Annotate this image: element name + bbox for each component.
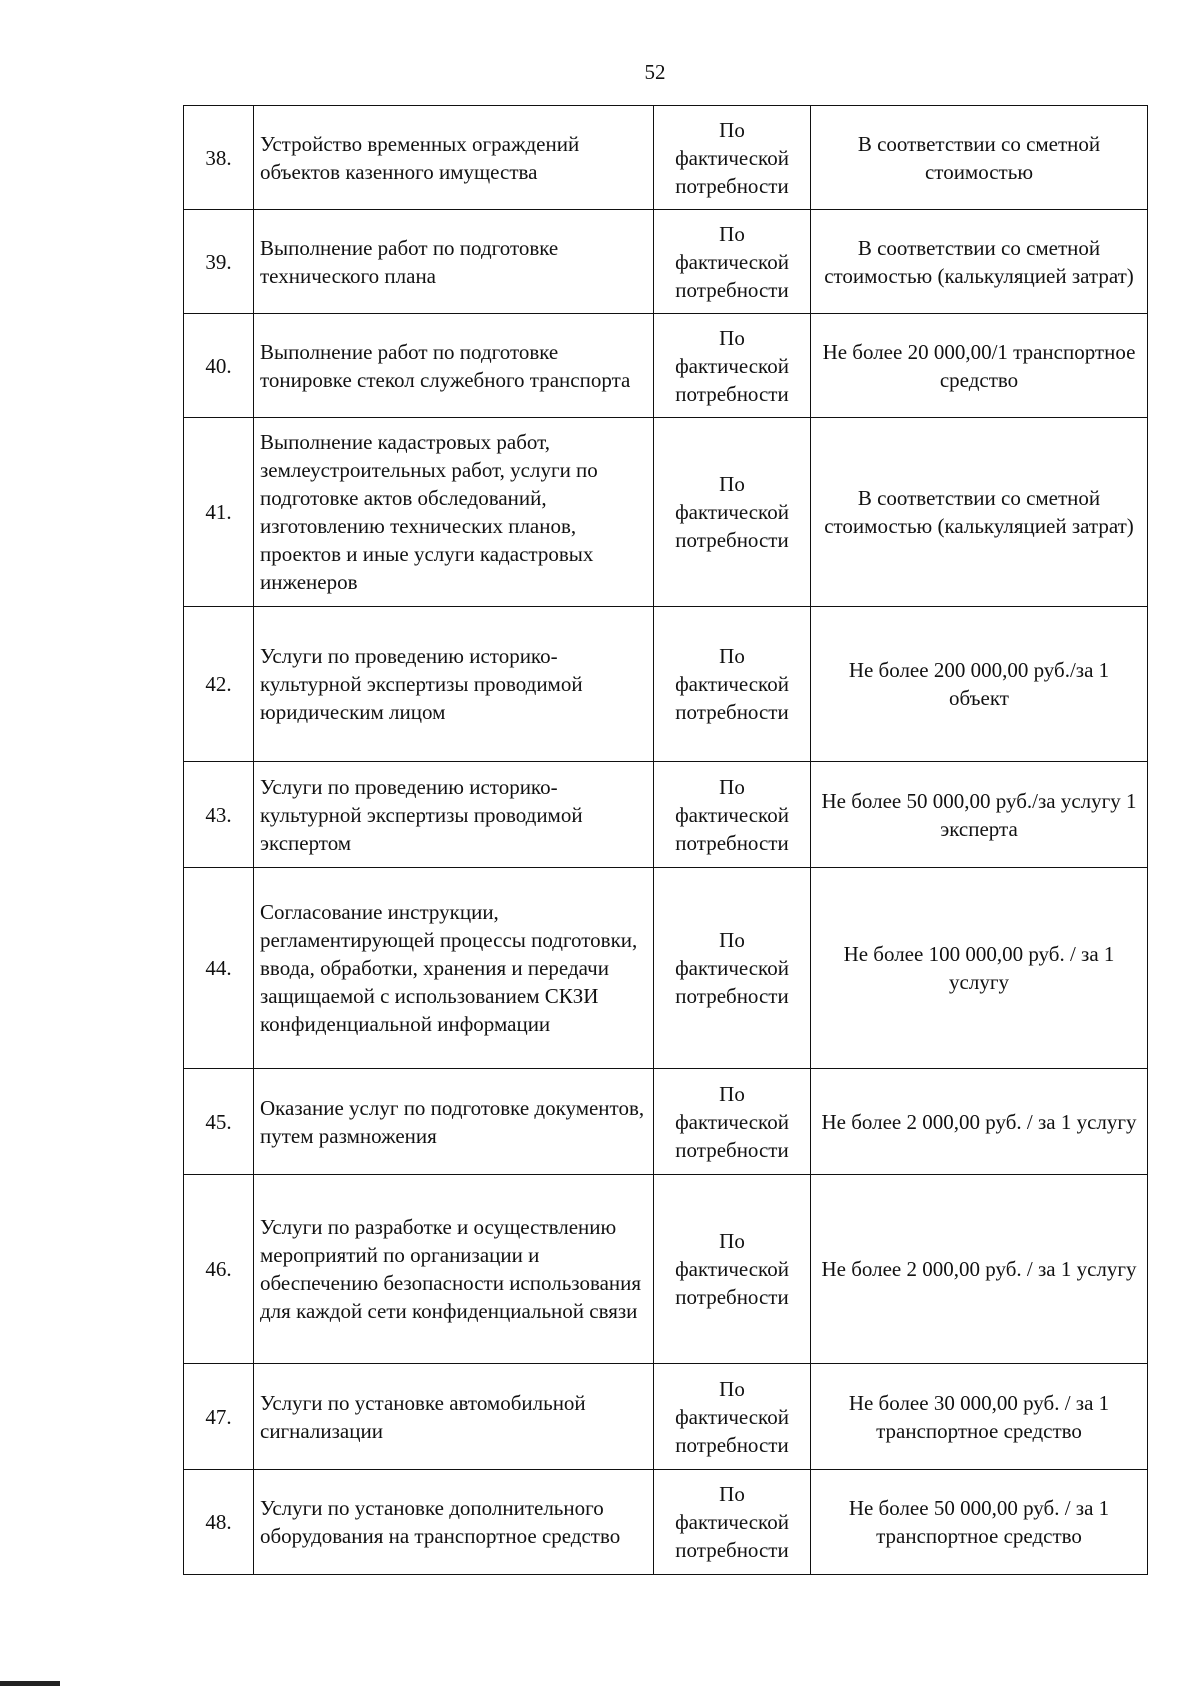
table-row xyxy=(184,106,1148,210)
table-row xyxy=(184,607,1148,762)
row-number: 44. xyxy=(184,868,254,1069)
row-number: 43. xyxy=(184,762,254,868)
page-number: 52 xyxy=(644,60,666,84)
quantity-norm: По фактической потребности xyxy=(654,1364,811,1470)
service-name: Устройство временных ограждений объектов казенного имущества xyxy=(254,106,654,210)
quantity-norm: По фактической потребности xyxy=(654,762,811,868)
service-name: Услуги по установке дополнительного оборудования на транспортное средство xyxy=(254,1470,654,1575)
quantity-norm: По фактической потребности xyxy=(654,1175,811,1364)
service-name: Оказание услуг по подготовке документов, путем размножения xyxy=(254,1069,654,1175)
scan-artifact xyxy=(0,1681,60,1686)
table-row xyxy=(184,868,1148,1069)
quantity-norm: По фактической потребности xyxy=(654,1470,811,1575)
row-number: 46. xyxy=(184,1175,254,1364)
service-name: Услуги по проведению историко-культурной экспертизы проводимой юридическим лицом xyxy=(254,607,654,762)
service-name: Услуги по проведению историко-культурной экспертизы проводимой экспертом xyxy=(254,762,654,868)
row-number: 39. xyxy=(184,210,254,314)
table-row xyxy=(184,210,1148,314)
quantity-norm: По фактической потребности xyxy=(654,106,811,210)
table-row xyxy=(184,314,1148,418)
price-norm: Не более 200 000,00 руб./за 1 объект xyxy=(811,607,1148,762)
row-number: 41. xyxy=(184,418,254,607)
price-norm: Не более 2 000,00 руб. / за 1 услугу xyxy=(811,1069,1148,1175)
row-number: 42. xyxy=(184,607,254,762)
service-name: Услуги по разработке и осуществлению мероприятий по организации и обеспечению безопасности использования для каждой сети конфиденциальной связи xyxy=(254,1175,654,1364)
quantity-norm: По фактической потребности xyxy=(654,1069,811,1175)
quantity-norm: По фактической потребности xyxy=(654,868,811,1069)
row-number: 40. xyxy=(184,314,254,418)
price-norm: Не более 100 000,00 руб. / за 1 услугу xyxy=(811,868,1148,1069)
quantity-norm: По фактической потребности xyxy=(654,210,811,314)
price-norm: В соответствии со сметной стоимостью (калькуляцией затрат) xyxy=(811,210,1148,314)
norms-table xyxy=(183,105,1148,1575)
table-row xyxy=(184,418,1148,607)
quantity-norm: По фактической потребности xyxy=(654,314,811,418)
row-number: 45. xyxy=(184,1069,254,1175)
price-norm: В соответствии со сметной стоимостью (калькуляцией затрат) xyxy=(811,418,1148,607)
price-norm: Не более 2 000,00 руб. / за 1 услугу xyxy=(811,1175,1148,1364)
price-norm: В соответствии со сметной стоимостью xyxy=(811,106,1148,210)
table-row xyxy=(184,762,1148,868)
service-name: Выполнение кадастровых работ, землеустроительных работ, услуги по подготовке актов обследований, изготовлению технических планов, проектов и иные услуги кадастровых инженеров xyxy=(254,418,654,607)
service-name: Выполнение работ по подготовке тонировке стекол служебного транспорта xyxy=(254,314,654,418)
service-name: Выполнение работ по подготовке технического плана xyxy=(254,210,654,314)
table-row xyxy=(184,1364,1148,1470)
quantity-norm: По фактической потребности xyxy=(654,418,811,607)
quantity-norm: По фактической потребности xyxy=(654,607,811,762)
service-name: Согласование инструкции, регламентирующей процессы подготовки, ввода, обработки, хранения и передачи защищаемой с использованием СКЗИ конфиденциальной информации xyxy=(254,868,654,1069)
price-norm: Не более 50 000,00 руб. / за 1 транспортное средство xyxy=(811,1470,1148,1575)
service-name: Услуги по установке автомобильной сигнализации xyxy=(254,1364,654,1470)
price-norm: Не более 50 000,00 руб./за услугу 1 эксперта xyxy=(811,762,1148,868)
table-row xyxy=(184,1470,1148,1575)
price-norm: Не более 20 000,00/1 транспортное средство xyxy=(811,314,1148,418)
row-number: 47. xyxy=(184,1364,254,1470)
row-number: 38. xyxy=(184,106,254,210)
table-row xyxy=(184,1175,1148,1364)
row-number: 48. xyxy=(184,1470,254,1575)
price-norm: Не более 30 000,00 руб. / за 1 транспортное средство xyxy=(811,1364,1148,1470)
table-row xyxy=(184,1069,1148,1175)
